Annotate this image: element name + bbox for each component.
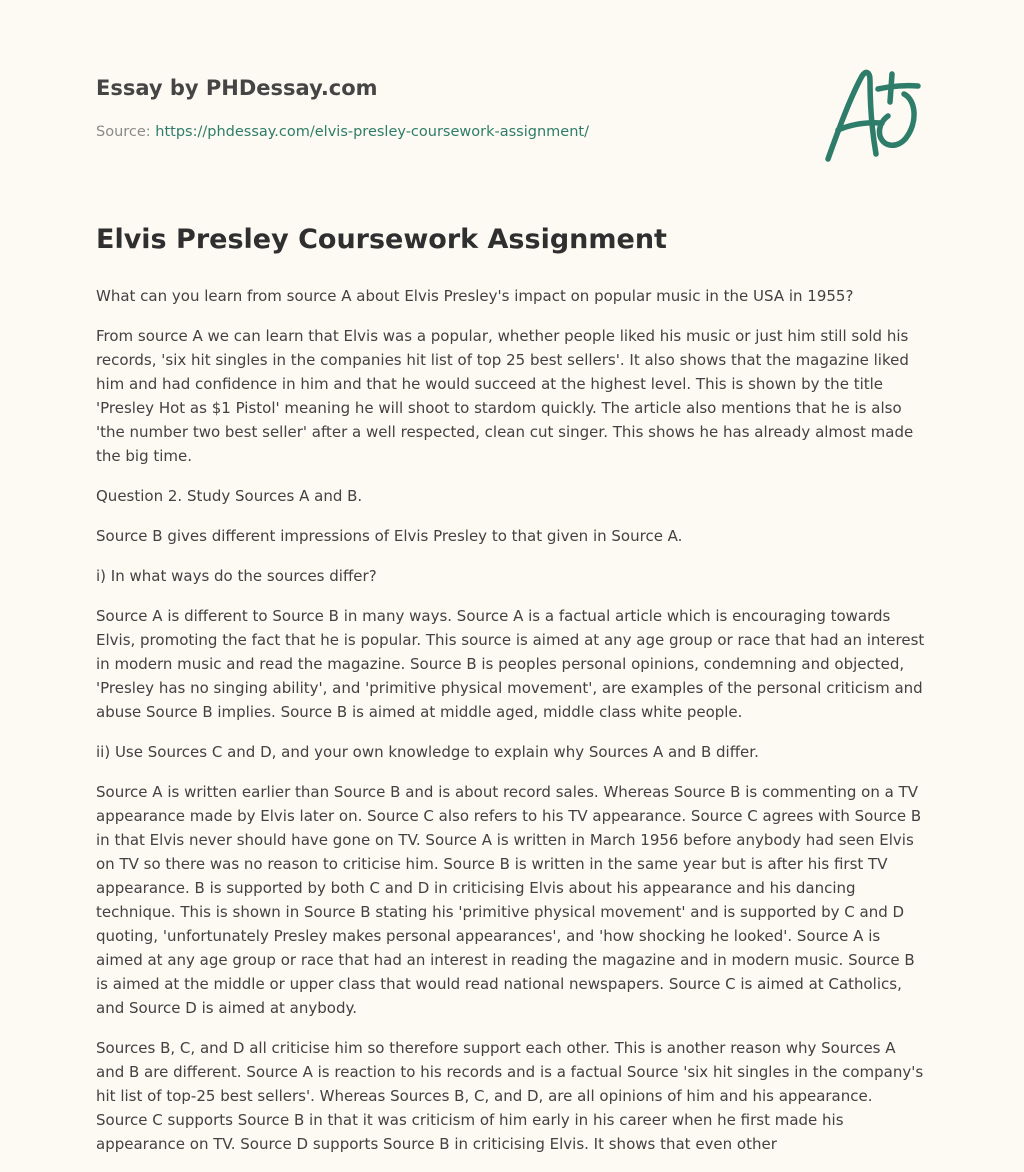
- paragraph: Source A is written earlier than Source B and is about record sales. Whereas Source B is commenting on a TV appearance made by Elvis later on. Source C also refers to his TV appearance. Source C agrees with Source B in that Elvis never should have gone on TV. Source A is written in March 1956 before anybody had seen Elvis on TV so there was no reason to criticise him. Source B is written in the same year but is after his first TV appearance. B is supported by both C and D in criticising Elvis about his appearance and his dancing technique. This is shown in Source B stating his 'primitive physical movement' and is supported by C and D quoting, 'unfortunately Presley makes personal appearances', and 'how shocking he looked'. Source A is aimed at any age group or race that had an interest in reading the magazine and in modern music. Source B is aimed at the middle or upper class that would read national newspapers. Source C is aimed at Catholics, and Source D is aimed at anybody.: [96, 783, 922, 1017]
- source-link[interactable]: https://phdessay.com/elvis-presley-coursework-assignment/: [155, 124, 589, 140]
- essay-title: Elvis Presley Coursework Assignment: [96, 224, 667, 255]
- source-label: Source:: [96, 124, 156, 140]
- essay-body: [96, 284, 928, 1172]
- paragraph: Source A is different to Source B in many ways. Source A is a factual article which is encouraging towards Elvis, promoting the fact that he is popular. This source is aimed at any age group or race that had an interest in modern music and read the magazine. Source B is peoples personal opinions, condemning and objected, 'Presley has no singing ability', and 'primitive physical movement', are examples of the personal criticism and abuse Source B implies. Source B is aimed at middle aged, middle class white people.: [96, 607, 925, 721]
- paragraph: From source A we can learn that Elvis was a popular, whether people liked his music or just him still sold his records, 'six hit singles in the companies hit list of top 25 best sellers'. It also shows that the magazine liked him and had confidence in him and that he would succeed at the highest level. This is shown by the title 'Presley Hot as $1 Pistol' meaning he will shoot to stardom quickly. The article also mentions that he is also 'the number two best seller' after a well respected, clean cut singer. This shows he has already almost made the big time.: [96, 327, 914, 465]
- site-brand: Essay by PHDessay.com: [96, 76, 378, 100]
- paragraph: Sources B, C, and D all criticise him so therefore support each other. This is another reason why Sources A and B are different. Source A is reaction to his records and is a factual Source 'six hit singles in the company's hit list of top-25 best sellers'. Whereas Sources B, C, and D, are all opinions of him and his appearance. Source C supports Source B in that it was criticism of him early in his career when he first made his appearance on TV. Source D supports Source B in criticising Elvis. It shows that even other: [96, 1039, 924, 1153]
- paragraph: i) In what ways do the sources differ?: [96, 567, 377, 585]
- source-line: [96, 124, 589, 140]
- paragraph: What can you learn from source A about Elvis Presley's impact on popular music in the USA in 1955?: [96, 287, 854, 305]
- a-plus-logo-icon: [820, 66, 930, 166]
- paragraph: ii) Use Sources C and D, and your own knowledge to explain why Sources A and B differ.: [96, 743, 759, 761]
- paragraph: Source B gives different impressions of Elvis Presley to that given in Source A.: [96, 527, 683, 545]
- paragraph: Question 2. Study Sources A and B.: [96, 487, 363, 505]
